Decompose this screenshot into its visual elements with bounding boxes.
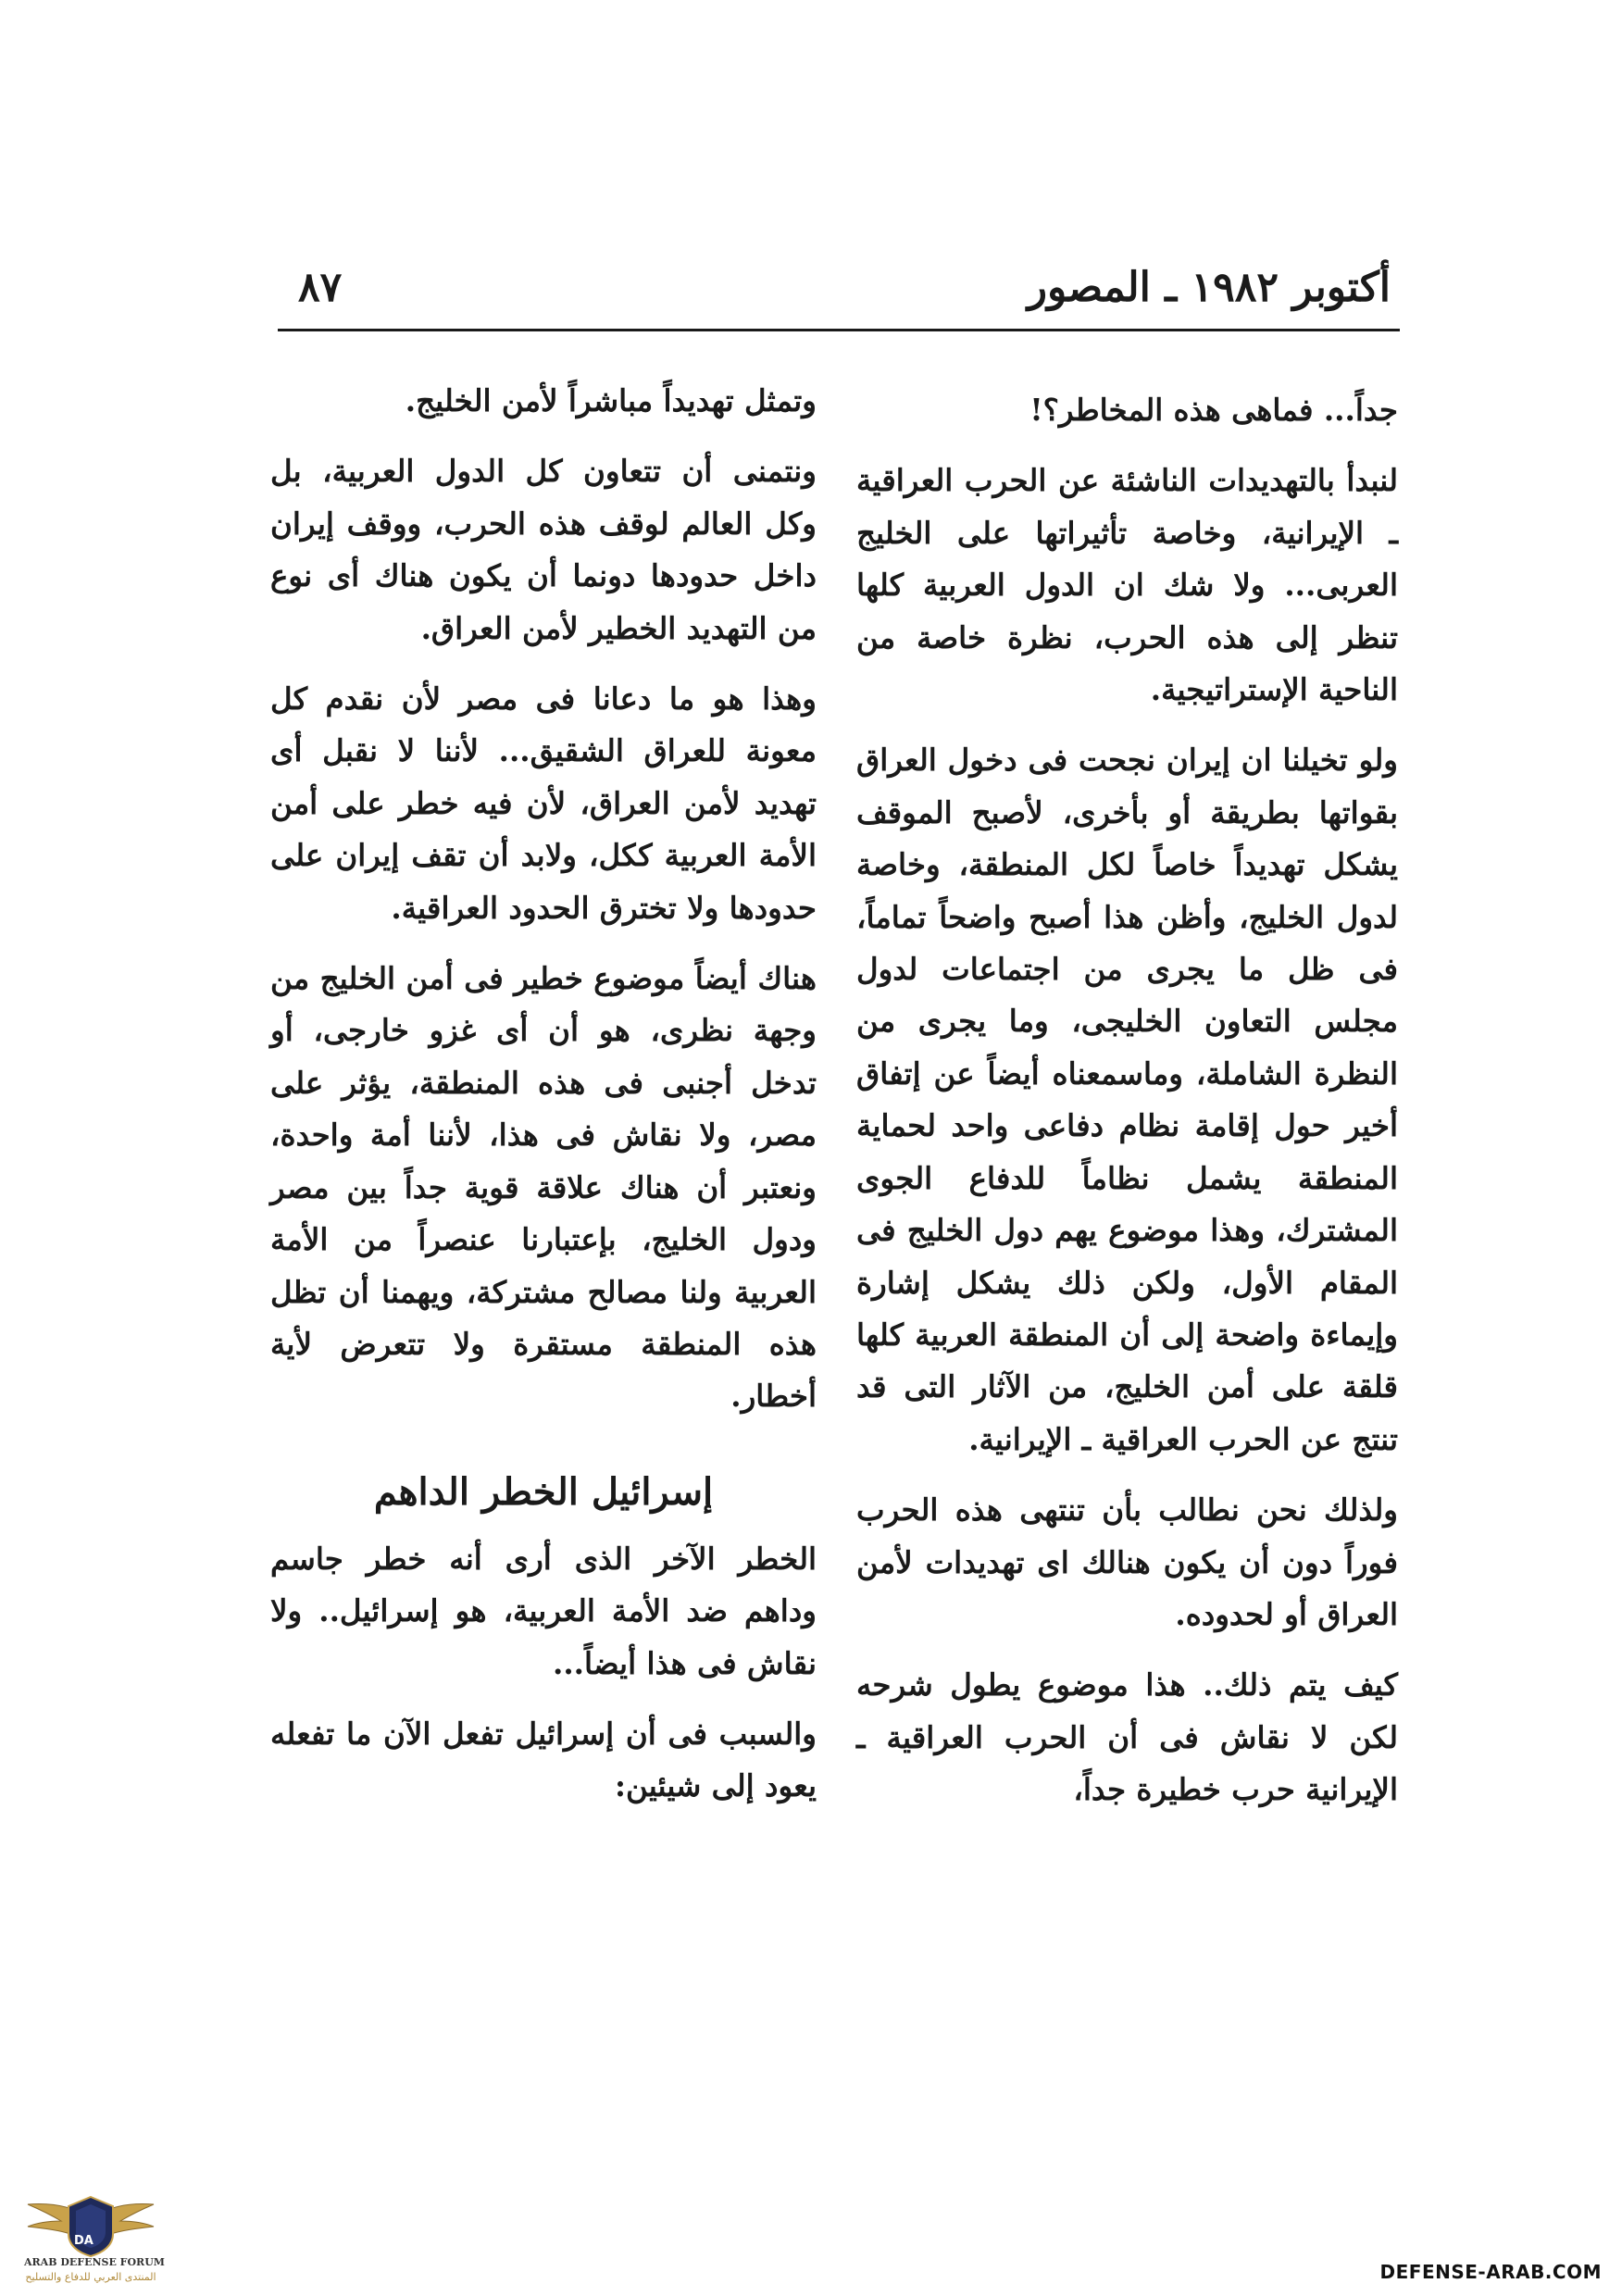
paragraph: ولو تخيلنا ان إيران نجحت فى دخول العراق بقواتها بطريقة أو بأخرى، لأصبح الموقف يشكل تهديداً خاصاً لكل المنطقة، وخاصة لدول الخليج، وأظن هذا أصبح واضحاً تماماً، فى ظل ما يجرى من اجتماعات لدول مجلس التعاون الخليجى، وما يجرى من النظرة الشاملة، وماسمعناه أيضاً عن إتفاق أخير حول إقامة نظام دفاعى واحد لحماية المنطقة يشمل نظاماً للدفاع الجوى المشترك، وهذا موضوع يهم دول الخليج فى المقام الأول، ولكن ذلك يشكل إشارة وإيماءة واضحة إلى أن المنطقة العربية كلها قلقة على أمن الخليج، من الآثار التى قد تنتج عن الحرب العراقية ـ الإيرانية. <box>856 742 1398 1457</box>
right-column <box>856 384 1398 1835</box>
left-column <box>270 375 817 1831</box>
site-url-link[interactable]: DEFENSE-ARAB.COM <box>1379 2261 1602 2283</box>
header-divider <box>278 329 1400 331</box>
paragraph: كيف يتم ذلك.. هذا موضوع يطول شرحه لكن لا نقاش فى أن الحرب العراقية ـ الإيرانية حرب خطيرة جداً، <box>856 1666 1398 1808</box>
page-header <box>278 264 1400 329</box>
logo-abbreviation: DA <box>74 2234 94 2248</box>
paragraph: ونتمنى أن تتعاون كل الدول العربية، بل وكل العالم لوقف هذه الحرب، ووقف إيران داخل حدودها دونما أن يكون هناك أى نوع من التهديد الخطير لأمن العراق. <box>270 453 817 646</box>
section-heading: إسرائيل الخطر الداهم <box>373 1469 714 1514</box>
page-number: ٨٧ <box>298 264 343 311</box>
header-title: أكتوبر ١٩٨٢ ـ المصور <box>1027 264 1391 311</box>
arab-defense-forum-logo[interactable] <box>17 2180 165 2290</box>
paragraph: جداً... فماهى هذه المخاطر؟! <box>1029 392 1398 428</box>
paragraph: وهذا هو ما دعانا فى مصر لأن نقدم كل معونة للعراق الشقيق... لأننا لا نقبل أى تهديد لأمن العراق، لأن فيه خطر على أمن الأمة العربية ككل، ولابد أن تقف إيران على حدودها ولا تخترق الحدود العراقية. <box>270 680 817 926</box>
paragraph: الخطر الآخر الذى أرى أنه خطر جاسم وداهم ضد الأمة العربية، هو إسرائيل.. ولا نقاش فى هذا أيضاً... <box>270 1540 817 1681</box>
logo-text-ar: المنتدى العربي للدفاع والتسليح <box>25 2271 156 2283</box>
paragraph: والسبب فى أن إسرائيل تفعل الآن ما تفعله يعود إلى شيئين: <box>270 1715 817 1804</box>
paragraph: لنبدأ بالتهديدات الناشئة عن الحرب العراقية ـ الإيرانية، وخاصة تأثيراتها على الخليج العربى... ولا شك ان الدول العربية كلها تنظر إلى هذه الحرب، نظرة خاصة من الناحية الإستراتيجية. <box>856 462 1398 708</box>
paragraph: هناك أيضاً موضوع خطير فى أمن الخليج من وجهة نظرى، هو أن أى غزو خارجى، أو تدخل أجنبى فى هذه المنطقة، يؤثر على مصر، ولا نقاش فى هذا، لأننا أمة واحدة، ونعتبر أن هناك علاقة قوية جداً بين مصر ودول الخليج، بإعتبارنا عنصراً من الأمة العربية ولنا مصالح مشتركة، ويهمنا أن تظل هذه المنطقة مستقرة ولا تتعرض لأية أخطار. <box>270 960 817 1415</box>
paragraph: ولذلك نحن نطالب بأن تنتهى هذه الحرب فوراً دون أن يكون هنالك اى تهديدات لأمن العراق أو لحدوده. <box>856 1491 1398 1632</box>
logo-text-en: ARAB DEFENSE FORUM <box>24 2256 165 2268</box>
paragraph: وتمثل تهديداً مباشراً لأمن الخليج. <box>405 382 817 418</box>
